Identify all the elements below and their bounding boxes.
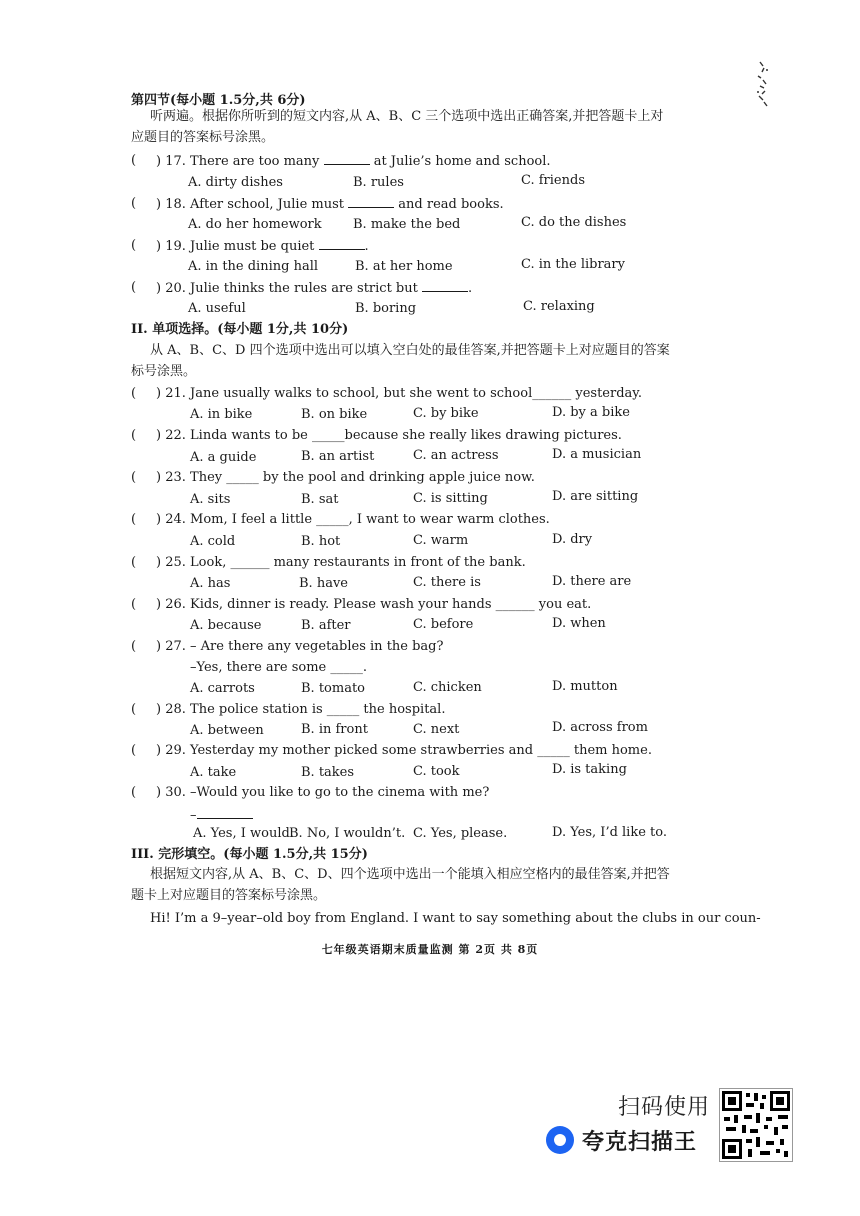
question-25: ) 25. Look, ______ many restaurants in front of the bank. (156, 555, 526, 570)
option-a: A. sits (190, 492, 231, 507)
quark-logo-icon (546, 1126, 574, 1154)
option-d: D. is taking (552, 762, 627, 777)
option-c: C. relaxing (523, 299, 595, 314)
corner-stamp-icon (752, 58, 774, 110)
passage-text: Hi! I’m a 9–year–old boy from England. I want to say something about the clubs in our coun- (150, 911, 761, 926)
section3-instruction-cont: 题卡上对应题目的答案标号涂黑。 (131, 888, 327, 903)
option-d: D. across from (552, 720, 648, 735)
option-b: B. in front (301, 722, 368, 737)
option-c: C. in the library (521, 257, 625, 272)
brand-name: 夸克扫描王 (582, 1130, 698, 1155)
option-d: D. are sitting (552, 489, 639, 504)
option-a: A. dirty dishes (188, 175, 283, 190)
answer-blank (422, 279, 468, 292)
question-29: ) 29. Yesterday my mother picked some strawberries and _____ them home. (156, 743, 652, 758)
answer-blank (348, 195, 394, 208)
option-a: A. carrots (190, 681, 255, 696)
option-b: B. after (301, 618, 351, 633)
question-24: ) 24. Mom, I feel a little _____, I want to wear warm clothes. (156, 512, 550, 527)
section4-heading: 第四节(每小题 1.5分,共 6分) (131, 93, 306, 108)
option-b: B. hot (301, 534, 341, 549)
question-18: ) 18. After school, Julie must and read books. (156, 197, 504, 212)
section2-instruction-cont: 标号涂黑。 (131, 364, 197, 379)
question-28: ) 28. The police station is _____ the hospital. (156, 702, 446, 717)
option-a: A. a guide (190, 450, 257, 465)
option-d: D. when (552, 616, 606, 631)
answer-paren: ( (131, 702, 137, 717)
option-a: A. Yes, I would. (193, 826, 294, 841)
section4-instruction-cont: 应题目的答案标号涂黑。 (131, 130, 275, 145)
option-c: C. took (413, 764, 460, 779)
question-21: ) 21. Jane usually walks to school, but she went to school______ yesterday. (156, 386, 643, 401)
question-30: ) 30. –Would you like to go to the cinema with me? (156, 785, 490, 800)
answer-blank (324, 152, 370, 165)
option-b: B. at her home (355, 259, 453, 274)
option-d: D. by a bike (552, 405, 630, 420)
answer-paren: ( (131, 428, 137, 443)
question-19: ) 19. Julie must be quiet . (156, 239, 369, 254)
option-b: B. takes (301, 765, 355, 780)
section4-instruction: 听两遍。根据你所听到的短文内容,从 A、B、C 三个选项中选出正确答案,并把答题卡上对 (150, 109, 664, 124)
option-d: D. dry (552, 532, 593, 547)
question-26: ) 26. Kids, dinner is ready. Please wash your hands ______ you eat. (156, 597, 592, 612)
section2-instruction: 从 A、B、C、D 四个选项中选出可以填入空白处的最佳答案,并把答题卡上对应题目的答案 (150, 343, 670, 358)
answer-paren: ( (131, 280, 137, 295)
answer-paren: ( (131, 470, 137, 485)
answer-blank (319, 237, 365, 250)
option-c: C. is sitting (413, 491, 488, 506)
option-a: A. has (190, 576, 231, 591)
option-a: A. take (190, 765, 237, 780)
option-a: A. in bike (190, 407, 253, 422)
option-c: C. next (413, 722, 460, 737)
option-b: B. have (299, 576, 348, 591)
answer-paren: ( (131, 153, 137, 168)
answer-paren: ( (131, 512, 137, 527)
option-b: B. an artist (301, 449, 375, 464)
option-b: B. boring (355, 301, 417, 316)
option-a: A. because (190, 618, 262, 633)
option-b: B. on bike (301, 407, 368, 422)
option-b: B. No, I wouldn’t. (289, 826, 406, 841)
option-c: C. Yes, please. (413, 826, 508, 841)
option-c: C. chicken (413, 680, 482, 695)
section3-heading: III. 完形填空。(每小题 1.5分,共 15分) (131, 847, 368, 862)
question-23: ) 23. They _____ by the pool and drinking apple juice now. (156, 470, 535, 485)
option-c: C. warm (413, 533, 469, 548)
option-d: D. Yes, I’d like to. (552, 825, 668, 840)
option-c: C. do the dishes (521, 215, 627, 230)
answer-paren: ( (131, 639, 137, 654)
section3-instruction: 根据短文内容,从 A、B、C、D、四个选项中选出一个能填入相应空格内的最佳答案,并把答 (150, 867, 670, 882)
option-c: C. friends (521, 173, 585, 188)
answer-paren: ( (131, 196, 137, 211)
question-22: ) 22. Linda wants to be _____because she really likes drawing pictures. (156, 428, 622, 443)
question-30-reply: – (190, 806, 253, 825)
option-d: D. there are (552, 574, 632, 589)
page-footer: 七年级英语期末质量监测 第 2页 共 8页 (321, 943, 539, 956)
scan-label: 扫码使用 (618, 1095, 711, 1120)
section2-heading: II. 单项选择。(每小题 1分,共 10分) (131, 322, 349, 337)
question-20: ) 20. Julie thinks the rules are strict but . (156, 281, 473, 296)
answer-paren: ( (131, 597, 137, 612)
question-17: ) 17. There are too many at Julie’s home and school. (156, 154, 551, 169)
answer-paren: ( (131, 386, 137, 401)
option-d: D. a musician (552, 447, 642, 462)
answer-paren: ( (131, 785, 137, 800)
question-27: ) 27. – Are there any vegetables in the bag? (156, 639, 444, 654)
answer-paren: ( (131, 238, 137, 253)
option-b: B. tomato (301, 681, 365, 696)
option-c: C. before (413, 617, 474, 632)
option-a: A. between (190, 723, 264, 738)
option-b: B. make the bed (353, 217, 461, 232)
qr-code-icon[interactable] (719, 1088, 793, 1162)
option-a: A. useful (188, 301, 246, 316)
option-c: C. by bike (413, 406, 479, 421)
option-c: C. there is (413, 575, 481, 590)
option-a: A. in the dining hall (188, 259, 319, 274)
option-a: A. do her homework (188, 217, 322, 232)
option-d: D. mutton (552, 679, 618, 694)
question-27-reply: –Yes, there are some _____. (190, 660, 367, 675)
answer-paren: ( (131, 555, 137, 570)
answer-blank (197, 806, 253, 819)
option-b: B. sat (301, 492, 339, 507)
option-c: C. an actress (413, 448, 499, 463)
answer-paren: ( (131, 743, 137, 758)
option-a: A. cold (190, 534, 236, 549)
option-b: B. rules (353, 175, 404, 190)
